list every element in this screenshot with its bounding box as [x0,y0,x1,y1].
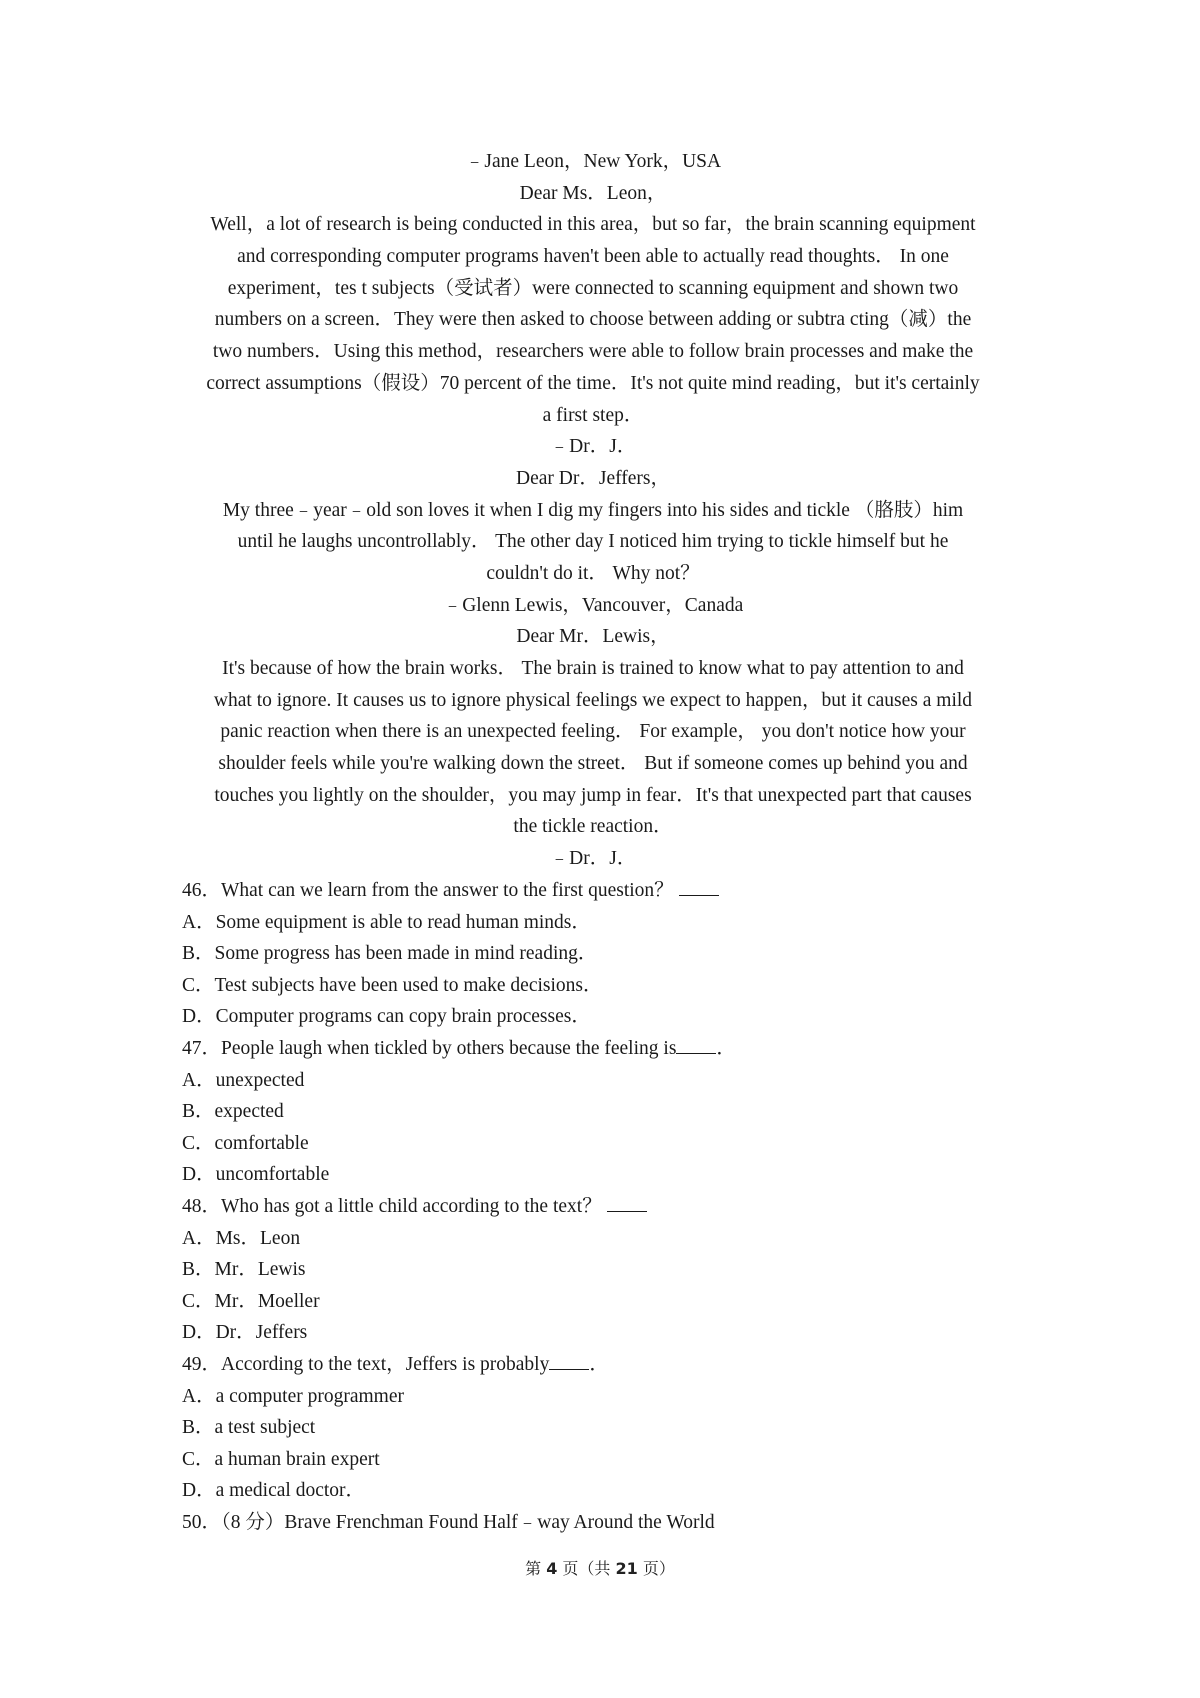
option-d: D．Computer programs can copy brain processes． [182,1006,591,1028]
letter1-line: and corresponding computer programs haven't been able to actually read thoughts． In one [237,246,949,268]
letter1-signoff: ﹣Dr．J． [549,436,637,458]
letter2-line: until he laughs uncontrollably． The other day I noticed him trying to tickle himself but he [237,531,949,553]
question-list [182,875,1002,1538]
letter3-line: panic reaction when there is an unexpected feeling． For example， you don't notice how your [220,721,966,743]
letter3-line: touches you lightly on the shoulder，you may jump in fear．It's that unexpected part that causes [214,784,972,806]
question-48-stem [182,1191,1002,1223]
option-d: D．a medical doctor． [182,1480,366,1502]
letter3-line: shoulder feels while you're walking down the street． But if someone comes up behind you and [218,753,968,775]
answer-blank [676,1035,716,1054]
page-footer [0,1556,1200,1579]
letter2-greeting: Dear Dr．Jeffers， [516,467,670,489]
letter1-line: two numbers．Using this method，researchers were able to follow brain processes and make the [212,341,974,363]
footer-middle: 页（共 [557,1559,616,1578]
letter1-signature: ﹣Jane Leon，New York，USA [464,151,722,172]
option-a: A．Ms．Leon [182,1227,301,1249]
letter1-line: correct assumptions（假设）70 percent of the time．It's not quite mind reading，but it's certainly [206,372,980,394]
letter3-line: what to ignore. It causes us to ignore physical feelings we expect to happen，but it causes a mild [213,689,973,711]
letter2-line: couldn't do it． Why not？ [486,562,700,584]
letter2-signature: ﹣Glenn Lewis，Vancouver，Canada [442,594,744,616]
option-d: D．uncomfortable [182,1164,330,1186]
letter1-line: Well，a lot of research is being conducted in this area，but so far，the brain scanning equipment [210,214,976,236]
question-stem-text: 49．According to the text，Jeffers is probably [182,1353,550,1375]
letter1-line: experiment，tes t subjects（受试者）were connected to scanning equipment and shown two [227,277,959,299]
question-46-stem [182,875,1002,907]
question-stem-text: 46．What can we learn from the answer to the first question？ [182,880,674,901]
question-49-stem [182,1349,1002,1381]
question-stem-text: 48．Who has got a little child according to the text？ [182,1195,602,1217]
letter3-greeting: Dear Mr．Lewis， [516,626,670,648]
question-stem-end: ． [716,1037,736,1059]
option-a: A．Some equipment is able to read human minds． [182,911,591,933]
option-b: B．Mr．Lewis [182,1259,306,1281]
question-50-title: 50．（8 分）Brave Frenchman Found Half﹣way Around the World [182,1511,715,1533]
option-c: C．comfortable [182,1132,309,1154]
footer-prefix: 第 [525,1559,547,1578]
letter1-greeting: Dear Ms．Leon， [519,182,667,204]
option-b: B．expected [182,1101,284,1123]
option-c: C．Test subjects have been used to make decisions． [182,974,603,996]
answer-blank [679,877,719,896]
letter3-line: the tickle reaction． [513,816,673,838]
letter1-line: a first step． [542,404,644,426]
answer-blank [607,1193,647,1212]
footer-total-pages: 21 [615,1559,638,1578]
letter3-signoff: ﹣Dr．J． [549,848,637,870]
option-b: B．a test subject [182,1417,316,1439]
letter1-line: numbers on a screen．They were then asked to choose between adding or subtra cting（减）the [214,309,972,331]
option-d: D．Dr．Jeffers [182,1322,308,1344]
option-b: B．Some progress has been made in mind reading． [182,943,598,965]
option-a: A．a computer programmer [182,1385,405,1407]
option-a: A．unexpected [182,1069,305,1091]
option-c: C．Mr．Moeller [182,1290,320,1312]
reading-passage [178,146,1008,875]
question-47-stem [182,1033,1002,1065]
answer-blank [549,1351,589,1370]
footer-suffix: 页） [637,1559,675,1578]
letter2-line: My three﹣year﹣old son loves it when I dig my fingers into his sides and tickle （胳肢）him [222,499,964,521]
letter3-line: It's because of how the brain works． The brain is trained to know what to pay attention to and [222,658,964,679]
option-c: C．a human brain expert [182,1448,380,1470]
question-stem-end: ． [589,1353,609,1375]
question-stem-text: 47．People laugh when tickled by others because the feeling is [182,1037,677,1059]
footer-page-number: 4 [546,1559,558,1578]
